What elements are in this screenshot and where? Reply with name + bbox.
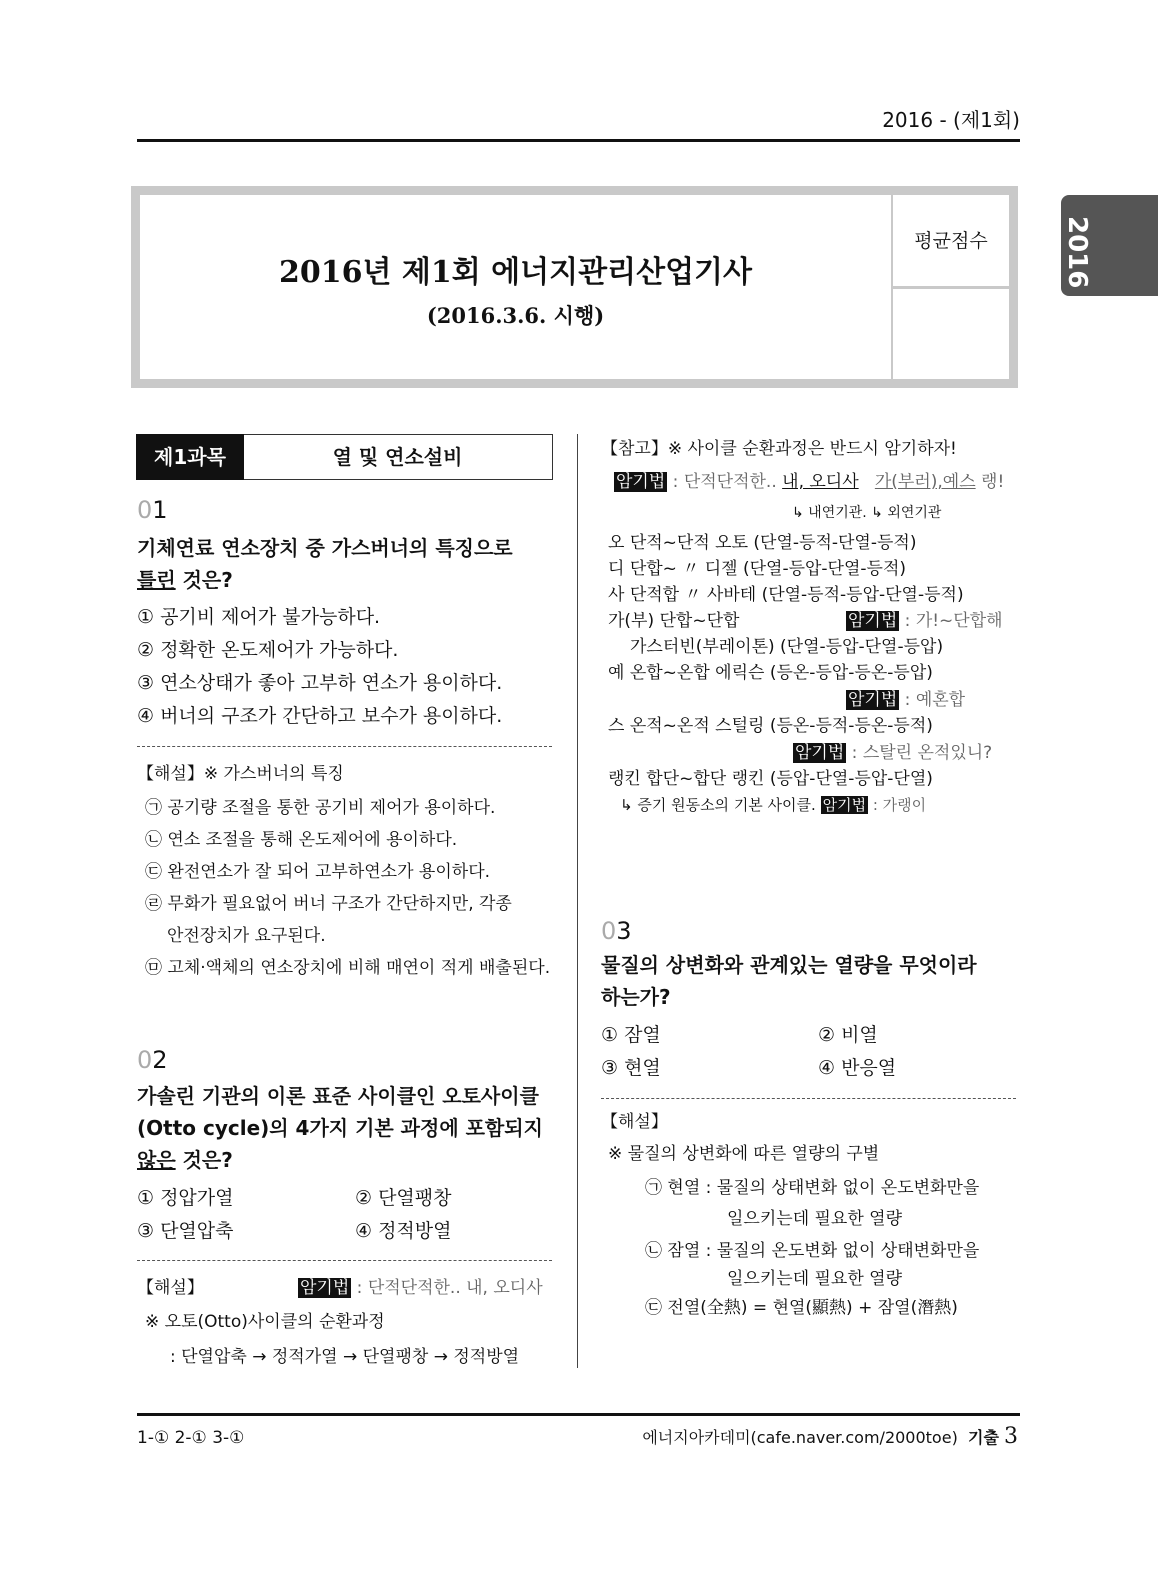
cycle-row: 사 단적합 〃 사바테 (단열-등적-등압-단열-등적) [608, 585, 964, 605]
mnemonic: 암기법 : 단적단적한.. 내, 오디사 [300, 1278, 543, 1298]
option: ② 비열 [818, 1024, 878, 1046]
exam-date: (2016.3.6. 시행) [426, 303, 605, 328]
footer-label: 기출 [967, 1428, 999, 1447]
reference-title: 【참고】※ 사이클 순환과정은 반드시 암기하자! [601, 439, 957, 459]
explanation-line: ㉠ 현열 : 물질의 상태변화 없이 온도변화만을 [645, 1178, 980, 1198]
option: ① 정압가열 [137, 1187, 234, 1209]
score-divider [893, 286, 1009, 289]
subject-name: 열 및 연소설비 [332, 445, 463, 469]
option: ④ 버너의 구조가 간단하고 보수가 용이하다. [137, 705, 503, 727]
question-number: 02 [137, 1046, 168, 1074]
explanation-body: ㉠ 공기량 조절을 통한 공기비 제어가 용이하다. ㉡ 연소 조절을 통해 온도제어에 용이하다. ㉢ 완전연소가 잘 되어 고부하연소가 용이하다. ㉣ 무화가 필요없어 버너 구조가 간단하지만, 각종 안전장치가 요구된다. ㉤ 고체·액체의 연소장치에 비해 매연이 적게 배출된다. [145, 798, 551, 978]
question-text: 물질의 상변화와 관계있는 열량을 무엇이라 하는가? [601, 953, 977, 1009]
column-divider [577, 434, 578, 1368]
option: ① 잠열 [601, 1024, 661, 1046]
exam-title: 2016년 제1회 에너지관리산업기사 [278, 255, 753, 290]
cycle-row: 예 온합~온합 에릭슨 (등온-등압-등온-등압) [608, 663, 933, 683]
cycle-row: 디 단합~ 〃 디젤 (단열-등압-단열-등적) [608, 559, 907, 579]
option: ② 정확한 온도제어가 가능하다. [137, 639, 399, 661]
footer-site: 에너지아카데미(cafe.naver.com/2000toe) [642, 1428, 958, 1447]
footer-info [642, 1424, 1018, 1449]
page-number: 3 [1004, 1424, 1018, 1449]
option: ④ 정적방열 [355, 1220, 452, 1242]
explanation-line: ※ 물질의 상변화에 따른 열량의 구별 [608, 1144, 880, 1164]
year-tab-label: 2016 [1062, 216, 1092, 289]
explanation-line: ㉡ 잠열 : 물질의 온도변화 없이 상태변화만을 [645, 1241, 980, 1261]
cycle-row: 오 단적~단적 오토 (단열-등적-단열-등적) [608, 533, 917, 553]
cycle-row: 가(부) 단합~단합 [608, 611, 740, 631]
option: ③ 연소상태가 좋아 고부하 연소가 용이하다. [137, 672, 503, 694]
cycle-row: 가스터빈(부레이톤) (단열-등압-단열-등압) [630, 637, 944, 657]
explanation-title: 【해설】 [137, 1278, 204, 1298]
question-number: 03 [601, 917, 632, 945]
explanation-line: 일으키는데 필요한 열량 [727, 1269, 903, 1289]
option-list [137, 601, 502, 733]
footer-divider [137, 1413, 1020, 1416]
option: ④ 반응열 [818, 1057, 897, 1079]
explanation-title: 【해설】 [601, 1112, 668, 1132]
option: ③ 단열압축 [137, 1220, 234, 1242]
header-divider [137, 139, 1020, 142]
explanation-line: 일으키는데 필요한 열량 [727, 1209, 903, 1229]
question-text: 기체연료 연소장치 중 가스버너의 특징으로 틀린 것은? [137, 536, 513, 592]
option: ① 공기비 제어가 불가능하다. [137, 606, 381, 628]
mnemonic: 암기법 : 예혼합 [848, 690, 966, 710]
option: ② 단열팽창 [355, 1187, 452, 1209]
mnemonic: 암기법 : 가!~단합해 [848, 611, 1003, 631]
cycle-note: ↳ 증기 원동소의 기본 사이클. 암기법 : 가랭이 [620, 796, 927, 814]
dashed-divider [137, 746, 552, 747]
explanation-title: 【해설】※ 가스버너의 특징 [137, 764, 344, 784]
reference-note: ↳ 내연기관. ↳ 외연기관 [792, 505, 942, 521]
reference-mnemonic: 암기법 : 단적단적한.. 내, 오디사 가(부러),예스 랭! [616, 472, 1005, 492]
cycle-row: 랭킨 합단~합단 랭킨 (등압-단열-등압-단열) [608, 769, 933, 789]
explanation-line: ㉢ 전열(全熱) = 현열(顯熱) + 잠열(潛熱) [645, 1298, 958, 1318]
score-label: 평균점수 [914, 230, 988, 252]
explanation-line: ※ 오토(Otto)사이클의 순환과정 [145, 1312, 385, 1332]
answer-key: 1-① 2-① 3-① [137, 1428, 245, 1448]
explanation-line: : 단열압축 → 정적가열 → 단열팽창 → 정적방열 [170, 1347, 520, 1367]
cycle-row: 스 온적~온적 스털링 (등온-등적-등온-등적) [608, 716, 933, 736]
question-number: 01 [137, 496, 168, 524]
subject-number: 제1과목 [136, 434, 244, 480]
dashed-divider [601, 1098, 1016, 1099]
mnemonic: 암기법 : 스탈린 온적있니? [795, 743, 993, 763]
header-title: 2016 - (제1회) [882, 108, 1020, 132]
option: ③ 현열 [601, 1057, 661, 1079]
dashed-divider [137, 1260, 552, 1261]
question-text: 가솔린 기관의 이론 표준 사이클인 오토사이클 (Otto cycle)의 4가지 기본 과정에 포함되지 않은 것은? [137, 1084, 543, 1172]
